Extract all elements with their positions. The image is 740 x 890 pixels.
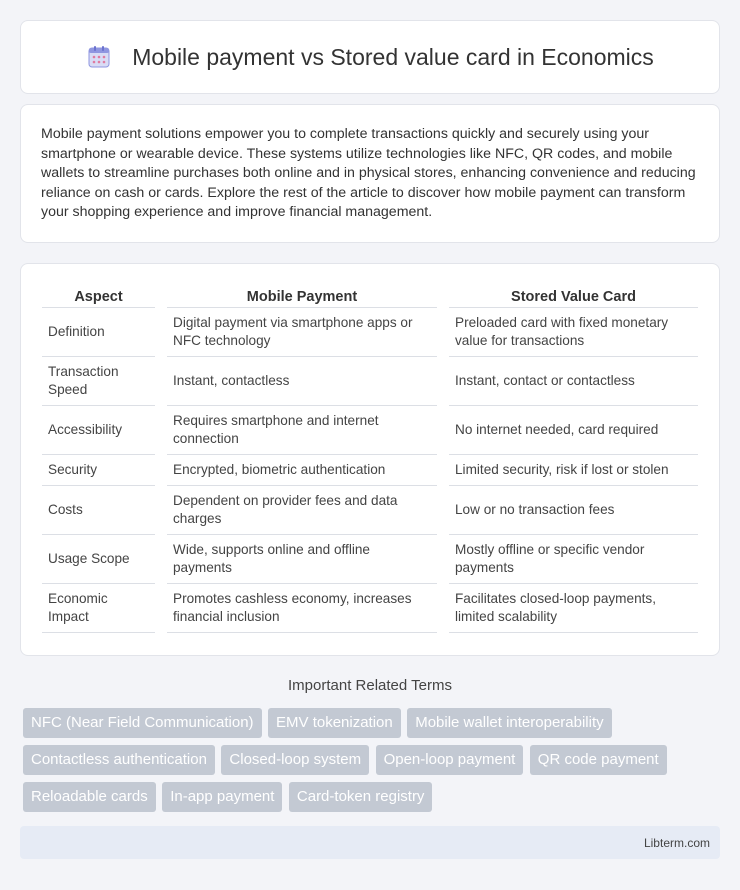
- cell-mobile-payment: Dependent on provider fees and data charges: [167, 486, 437, 535]
- related-term-tag[interactable]: Open-loop payment: [376, 745, 524, 775]
- header-card: [20, 20, 720, 94]
- cell-stored-value-card: Low or no transaction fees: [449, 486, 698, 535]
- page-title: Mobile payment vs Stored value card in Economics: [132, 43, 654, 70]
- related-term-tag[interactable]: Mobile wallet interoperability: [407, 708, 611, 738]
- intro-card: [20, 104, 720, 243]
- related-term-tag[interactable]: Contactless authentication: [23, 745, 215, 775]
- header-stored-value-card: Stored Value Card: [449, 286, 698, 308]
- related-terms-list: [23, 708, 723, 819]
- table-row: [42, 584, 698, 633]
- table-row: [42, 455, 698, 486]
- comparison-table-card: [20, 263, 720, 656]
- header-mobile-payment: Mobile Payment: [167, 286, 437, 308]
- cell-mobile-payment: Promotes cashless economy, increases financial inclusion: [167, 584, 437, 633]
- cell-mobile-payment: Requires smartphone and internet connection: [167, 406, 437, 455]
- related-term-tag[interactable]: EMV tokenization: [268, 708, 401, 738]
- footer: [20, 826, 720, 859]
- cell-mobile-payment: Encrypted, biometric authentication: [167, 455, 437, 486]
- cell-aspect: Economic Impact: [42, 584, 155, 633]
- cell-aspect: Usage Scope: [42, 535, 155, 584]
- comparison-table: [42, 286, 698, 633]
- cell-aspect: Accessibility: [42, 406, 155, 455]
- cell-mobile-payment: Wide, supports online and offline payments: [167, 535, 437, 584]
- table-header-row: [42, 286, 698, 308]
- related-term-tag[interactable]: NFC (Near Field Communication): [23, 708, 262, 738]
- table-row: [42, 308, 698, 357]
- cell-aspect: Definition: [42, 308, 155, 357]
- related-term-tag[interactable]: Reloadable cards: [23, 782, 156, 812]
- cell-stored-value-card: Instant, contact or contactless: [449, 357, 698, 406]
- intro-text: Mobile payment solutions empower you to complete transactions quickly and securely using your smartphone or wearable device. These systems utilize technologies like NFC, QR codes, and mobile wallets to streamline purchases both online and in physical stores, enhancing convenience and reducing reliance on cash or cards. Explore the rest of the article to discover how mobile payment can transform your shopping experience and improve financial management.: [41, 126, 696, 221]
- table-row: [42, 486, 698, 535]
- cell-stored-value-card: Mostly offline or specific vendor payments: [449, 535, 698, 584]
- related-terms-title: Important Related Terms: [288, 677, 452, 694]
- cell-stored-value-card: No internet needed, card required: [449, 406, 698, 455]
- table-row: [42, 406, 698, 455]
- calendar-icon: [86, 44, 112, 70]
- cell-stored-value-card: Preloaded card with fixed monetary value for transactions: [449, 308, 698, 357]
- cell-mobile-payment: Instant, contactless: [167, 357, 437, 406]
- related-term-tag[interactable]: Closed-loop system: [221, 745, 369, 775]
- cell-mobile-payment: Digital payment via smartphone apps or NFC technology: [167, 308, 437, 357]
- related-term-tag[interactable]: QR code payment: [530, 745, 667, 775]
- header-aspect: Aspect: [42, 286, 155, 308]
- table-row: [42, 357, 698, 406]
- related-term-tag[interactable]: In-app payment: [162, 782, 282, 812]
- cell-aspect: Transaction Speed: [42, 357, 155, 406]
- table-row: [42, 535, 698, 584]
- cell-stored-value-card: Limited security, risk if lost or stolen: [449, 455, 698, 486]
- cell-aspect: Security: [42, 455, 155, 486]
- cell-stored-value-card: Facilitates closed-loop payments, limited scalability: [449, 584, 698, 633]
- cell-aspect: Costs: [42, 486, 155, 535]
- related-term-tag[interactable]: Card-token registry: [289, 782, 433, 812]
- footer-site[interactable]: Libterm.com: [643, 836, 710, 850]
